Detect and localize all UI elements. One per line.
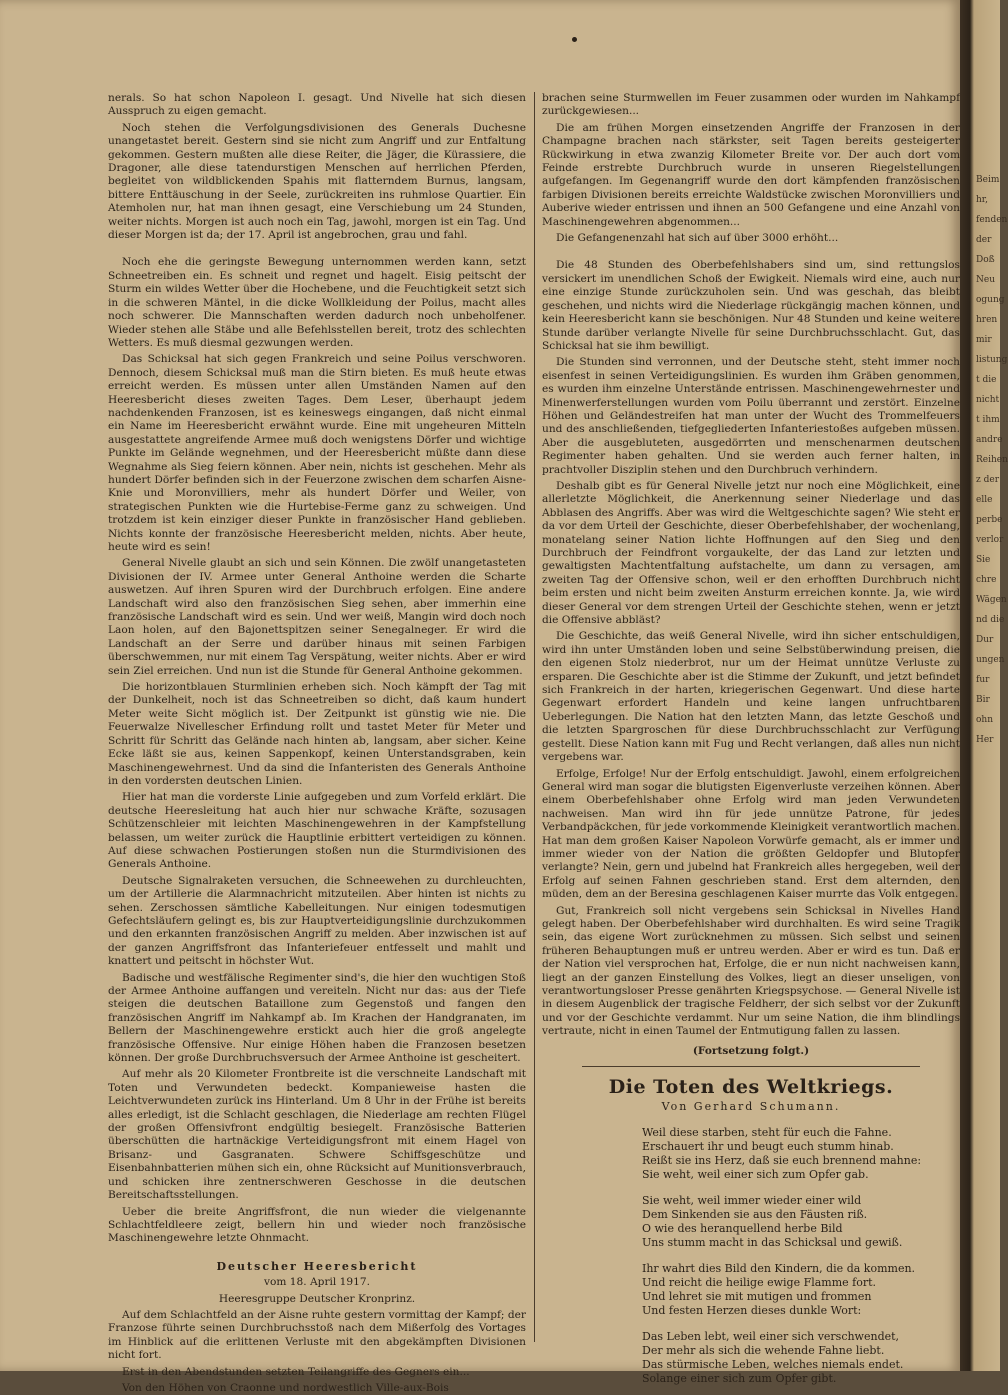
right-paragraphs-a bbox=[542, 92, 960, 245]
poem-line: Das stürmische Leben, welches niemals endet. bbox=[642, 1357, 904, 1371]
report-paragraphs bbox=[108, 1309, 526, 1395]
left-paragraphs-b bbox=[108, 256, 526, 1245]
right-paragraphs-b bbox=[542, 259, 960, 1038]
adjacent-page-text: Beim hr, fenden der Doß Neu ogung hren mir listung t die nicht t ihm andre Reihen z der elle perbe verlor Sie chre Wägen nd die Dur ungen fur Bir ohn Her bbox=[976, 175, 1008, 745]
article-paragraph: Die am frühen Morgen einsetzenden Angriffe der Franzosen in der Champagne brachen nach stärkster, seit Tagen bereits gesteigerter Rückwirkung in etwa zwanzig Kilometer Breite vor. Der auch dort vom Feinde erstrebte Durchbruch wurde in unseren Riegelstellungen aufgefangen. Im Gegenangriff wurde den dort kämpfenden französischen farbigen Divisionen bereits erreichte Waldstücke zwischen Moronvilliers und Auberive wieder entrissen und ihnen an 500 Gefangene und eine Anzahl von Maschinengewehren abgenommen... bbox=[542, 121, 960, 228]
poem-line: Dem Sinkenden sie aus den Fäusten riß. bbox=[642, 1207, 868, 1221]
poem-line: Der mehr als sich die wehende Fahne liebt. bbox=[642, 1343, 885, 1357]
poem-line: Sie weht, weil immer wieder einer wild bbox=[642, 1193, 862, 1207]
poem-stanza bbox=[642, 1262, 960, 1318]
page-dot-mark bbox=[572, 37, 577, 42]
poem-line: Uns stumm macht in das Schicksal und gewiß. bbox=[642, 1235, 903, 1249]
poem-stanza bbox=[642, 1330, 960, 1386]
poem-line: Solange einer sich zum Opfer gibt. bbox=[642, 1371, 837, 1385]
article-paragraph: Auf mehr als 20 Kilometer Frontbreite ist die verschneite Landschaft mit Toten und Verwundeten bedeckt. Kompanieweise hasten die Leichtverwundeten zurück ins Hinterland. Um 8 Uhr in der Frühe ist bereits alles erledigt, ist die Schlacht geschlagen, die Niederlage am rechten Flügel der großen Offensivfront endgültig besiegelt. Französische Batterien überschütten die hartnäckige Verteidigungsfront mit einem Hagel von Brisanz- und Gasgranaten. Schwere Schiffsgeschütze und Eisenbahnbatterien mühen sich ein, ohne Rücksicht auf Munitionsverbrauch, und schicken ihre zentnerschweren Geschosse in die deutschen Bereitschaftsstellungen. bbox=[108, 1068, 526, 1202]
poem-stanza bbox=[642, 1194, 960, 1250]
article-paragraph: Die Stunden sind verronnen, und der Deutsche steht, steht immer noch eisenfest in seinen Verteidigungslinien. Es wurden ihm Gräben genommen, es wurden ihm einzelne Unterstände entrissen. Maschinengewehrnester und Minenwerferstellungen wurden vom Poilu überrannt und zerstört. Einzelne Höhen und Geländestreifen hat man unter der Wucht des Trommelfeuers und des anschließenden, tiefgegliederten Infanteriestoßes aufgeben müssen. Aber die ausgebluteten, ausgedörrten und menschenarmen deutschen Regimenter haben gehalten. Und sie werden auch ferner halten, in prachtvoller Disziplin stehen und den Durchbruch verhindern. bbox=[542, 356, 960, 476]
article-paragraph: Die 48 Stunden des Oberbefehlshabers sind um, sind rettungslos versickert im unendlichen Schoß der Ewigkeit. Niemals wird eine, auch nur eine einzige Stunde zurückzuholen sein. Und was geschah, das bleibt geschehen, und nichts wird die Niederlage rückgängig machen können, und kein Heeresbericht kann sie beschönigen. Nur 48 Stunden und keine weitere Stunde darüber verlangte Nivelle für seine Durchbruchsschlacht. Gut, das Schicksal hat sie ihm bewilligt. bbox=[542, 259, 960, 352]
article-paragraph: Deutsche Signalraketen versuchen, die Schneewehen zu durchleuchten, um der Artillerie die Alarmnachricht mitzuteilen. Aber hinten ist nichts zu sehen. Zerschossen sämtliche Kabelleitungen. Nur einigen todesmutigen Gefechtsläufern gelingt es, bis zur Hauptverteidigungslinie durchzukommen und den erkannten französischen Angriff zu melden. Aber inzwischen ist auf der ganzen Angriffsfront das Infanteriefeuer entfesselt und mahlt und knattert und peitscht in höchster Wut. bbox=[108, 874, 526, 968]
report-date: vom 18. April 1917. bbox=[264, 1276, 370, 1289]
poem-line: O wie des heranquellend herbe Bild bbox=[642, 1221, 843, 1235]
article-paragraph: nerals. So hat schon Napoleon I. gesagt. Und Nivelle hat sich diesen Ausspruch zu eigen gemacht. bbox=[108, 92, 526, 118]
article-paragraph: General Nivelle glaubt an sich und sein Können. Die zwölf unangetasteten Divisionen der IV. Armee unter General Anthoine werden die Scharte auswetzen. Auf ihren Spuren wird der Durchbruch erfolgen. Eine andere Landschaft wird also den französischen Sieg sehen, aber immerhin eine französische Landschaft wird es sein. Und wer weiß, Mangin wird doch noch Laon holen, auf den Bajonettspitzen seiner Senegalneger. Er wird die Landschaft an der Serre und darüber hinaus mit seinen Farbigen überschwemmen, nur mit einem Tag Verspätung, weiter nichts. Aber er wird sein Ziel erreichen. Und nun ist die Stunde für General Anthoine gekommen. bbox=[108, 557, 526, 677]
article-paragraph: Erst in den Abendstunden setzten Teilangriffe des Gegners ein... bbox=[122, 1365, 470, 1378]
article-paragraph: Badische und westfälische Regimenter sind's, die hier den wuchtigen Stoß der Armee Anthoine auffangen und vereiteln. Nicht nur das: aus der Tiefe steigen die deutschen Bataillone zum Gegenstoß und fangen den französischen Angriff im Nahkampf ab. Im Krachen der Handgranaten, im Bellern der Maschinengewehre erstickt auch hier die groß angelegte französische Offensive. Nur einige Höhen haben die Franzosen besetzen können. Der große Durchbruchsversuch der Armee Anthoine ist gescheitert. bbox=[108, 971, 526, 1065]
left-paragraphs-a bbox=[108, 92, 526, 242]
article-paragraph: Von den Höhen von Craonne und nordwestlich Ville-aux-Bois bbox=[122, 1381, 449, 1394]
poem-title: Die Toten des Weltkriegs. bbox=[608, 1076, 894, 1099]
article-paragraph: Auf dem Schlachtfeld an der Aisne ruhte gestern vormittag der Kampf; der Franzose führte seinen Durchbruchsstoß nach dem Mißerfolg des Vortages im Hinblick auf die erlittenen Verluste mit den abgekämpften Divisionen nicht fort. bbox=[108, 1308, 526, 1362]
left-column bbox=[108, 92, 526, 1394]
article-paragraph: Deshalb gibt es für General Nivelle jetzt nur noch eine Möglichkeit, eine allerletzte Möglichkeit, die Anerkennung seiner Niederlage und das Abblasen des Angriffs. Aber was wird die Weltgeschichte sagen? Wie steht er da vor dem Urteil der Geschichte, dieser Oberbefehlshaber, der wochenlang, monatelang seiner Nation lichte Hoffnungen auf den Sieg und den Durchbruch der Feindfront vorgaukelte, der das Land zur letzten und gewaltigsten Machtentfaltung aufstachelte, um dann zu versagen, am zweiten Tag der Offensive schon, weil er den erhofften Durchbruch nicht beim ersten und nicht beim zweiten Ansturm erreichen konnte. Ja, wie wird dieser General vor dem strengen Urteil der Geschichte stehen, wenn er jetzt die Offensive abbläst? bbox=[542, 479, 960, 627]
poem-author: Von Gerhard Schumann. bbox=[661, 1100, 841, 1114]
adjacent-page-edge bbox=[960, 0, 1008, 1371]
article-paragraph: Gut, Frankreich soll nicht vergebens sein Schicksal in Nivelles Hand gelegt haben. Der Oberbefehlshaber wird durchhalten. Es wird seine Tragik sein, das eigene Wort zurücknehmen zu müssen. Sich selbst und seinen früheren Behauptungen muß er untreu werden. Aber er wird es tun. Daß er der Nation viel versprochen hat, Erfolge, die er nun nicht nachweisen kann, liegt an der ganzen Einstellung des Volkes, liegt an dieser unseligen, von verantwortungsloser Presse genährten Kriegspsychose. — General Nivelle ist in diesem Augenblick der tragische Feldherr, der sich selbst vor der Zukunft und vor der Geschichte verdammt. Nur um seine Nation, die ihm blindlings vertraute, nicht in einen Taumel der Entmutigung fallen zu lassen. bbox=[542, 904, 960, 1038]
right-column bbox=[542, 92, 960, 1385]
report-heading: Deutscher Heeresbericht bbox=[216, 1259, 418, 1273]
article-paragraph: Hier hat man die vorderste Linie aufgegeben und zum Vorfeld erklärt. Die deutsche Heeresleitung hat auch hier nur schwache Kräfte, sozusagen Schützenschleier mit leichten Maschinengewehren in der Kampfstellung belassen, um weiter zurück die Hauptlinie erbittert verteidigen zu können. Auf diese schwachen Postierungen stoßen nun die Sturmdivisionen des Generals Anthoine. bbox=[108, 791, 526, 871]
poem-line: Und reicht die heilige ewige Flamme fort. bbox=[642, 1275, 877, 1289]
poem-line: Erschauert ihr und beugt euch stumm hinab. bbox=[642, 1139, 894, 1153]
article-paragraph: Ueber die breite Angriffsfront, die nun wieder die vielgenannte Schlachtfeldleere zeigt, bellern hin und wieder noch französische Maschinengewehre letzte Ohnmacht. bbox=[108, 1205, 526, 1245]
article-paragraph: brachen seine Sturmwellen im Feuer zusammen oder wurden im Nahkampf zurückgewiesen... bbox=[542, 92, 960, 118]
poem-stanza bbox=[642, 1126, 960, 1182]
poem-line: Weil diese starben, steht für euch die Fahne. bbox=[642, 1125, 892, 1139]
column-divider bbox=[534, 92, 535, 1342]
poem-line: Das Leben lebt, weil einer sich verschwendet, bbox=[642, 1329, 900, 1343]
poem-line: Sie weht, weil einer sich zum Opfer gab. bbox=[642, 1167, 869, 1181]
article-paragraph: Noch ehe die geringste Bewegung unternommen werden kann, setzt Schneetreiben ein. Es schneit und regnet und hagelt. Eisig peitscht der Sturm ein wildes Wetter über die Hochebene, und die Feuchtigkeit setzt sich in die schweren Mäntel, in die dicke Wollkleidung der Poilus, macht alles noch schwerer. Die Mannschaften werden dadurch noch unbeholfener. Wieder stehen alle Stäbe und alle Befehlsstellen bereit, trotz des schlechten Wetters. Es muß diesmal gezwungen werden. bbox=[108, 256, 526, 349]
poem-line: Reißt sie ins Herz, daß sie euch brennend mahne: bbox=[642, 1153, 922, 1167]
article-paragraph: Die horizontblauen Sturmlinien erheben sich. Noch kämpft der Tag mit der Dunkelheit, noch ist das Schneetreiben so dicht, daß kaum hundert Meter weite Sicht möglich ist. Der Zeitpunkt ist günstig wie nie. Die Feuerwalze Nivellescher Erfindung rollt und tastet Meter für Meter und Schritt für Schritt das Gelände nach hinten ab, langsam, aber sicher. Keine Ecke läßt sie aus, keinen Sappenkopf, keinen Unterstandsgraben, kein Maschinengewehrnest. Und da sind die Infanteristen des Generals Anthoine in den vordersten deutschen Linien. bbox=[108, 681, 526, 787]
divider-line bbox=[582, 1066, 920, 1067]
article-paragraph: Die Geschichte, das weiß General Nivelle, wird ihn sicher entschuldigen, wird ihn unter Umständen loben und seine Selbstüberwindung preisen, die den eigenen Stolz niederbrot, nur um der Heimat unnütze Verluste zu ersparen. Die Geschichte aber ist die Stimme der Zukunft, und jetzt befindet sich Frankreich in der harten, kriegerischen Gegenwart. Und diese harte Gegenwart erfordert Handeln und keine langen unfruchtbaren Ueberlegungen. Die Nation hat den letzten Mann, das letzte Geschoß und die letzten Spargroschen für diese Durchbruchsschlacht zur Verfügung gestellt. Diese Nation kann mit Fug und Recht verlangen, daß alles nun nicht vergebens war. bbox=[542, 630, 960, 764]
article-paragraph: Das Schicksal hat sich gegen Frankreich und seine Poilus verschworen. Dennoch, diesem Schicksal muß man die Stirn bieten. Es muß heute etwas erreicht werden. Es müssen unter allen Umständen Namen auf den Heeresbericht dieses zweiten Tages. Dem Leser, überhaupt jedem nachdenkenden Franzosen, ist es keineswegs eingangen, daß nicht einmal ein Name im Heeresbericht erwähnt wurde. Eine mit ungeheuren Mitteln ausgestattete angreifende Armee muß doch wenigstens Dörfer und wichtige Punkte im Gelände wegnehmen, und der Heeresbericht müßte dann diese Wegnahme als Sieg feiern können. Aber nein, nichts ist geschehen. Mehr als hundert Dörfer befinden sich in der Feuerzone zwischen dem scharfen Aisne-Knie und Moronvilliers, mehr als hundert Dörfer und Weiler, von strategischen Punkten wie die Hurtebise-Ferme ganz zu schweigen. Und trotzdem ist kein einziger dieser Punkte in französischer Hand geblieben. Nichts konnte der französische Heeresbericht melden, nichts. Aber heute, heute wird es sein! bbox=[108, 353, 526, 553]
poem-line: Ihr wahrt dies Bild den Kindern, die da kommen. bbox=[642, 1261, 916, 1275]
report-group: Heeresgruppe Deutscher Kronprinz. bbox=[218, 1292, 416, 1305]
article-paragraph: Die Gefangenenzahl hat sich auf über 3000 erhöht... bbox=[556, 232, 839, 245]
continuation-note: (Fortsetzung folgt.) bbox=[692, 1044, 810, 1057]
article-paragraph: Noch stehen die Verfolgungsdivisionen des Generals Duchesne unangetastet bereit. Gestern sind sie nicht zum Angriff und zur Entfaltung gekommen. Gestern mußten alle diese Reiter, die Jäger, die Kürassiere, die Dragoner, alle diese tatendurstigen Menschen auf herrlichen Pferden, begleitet von wildblickenden Spahis mit flatterndem Burnus, langsam, bittere Enttäuschung in der Seele, zurückreiten ins ruhmlose Quartier. Ein Atemholen nur, hat man ihnen gesagt, eine Verschiebung um 24 Stunden, weiter nichts. Morgen ist auch noch ein Tag, jawohl, morgen ist ein Tag. Und dieser Morgen ist da; der 17. April ist angebrochen, grau und fahl. bbox=[108, 121, 526, 242]
poem-line: Und lehret sie mit mutigen und frommen bbox=[642, 1289, 872, 1303]
article-paragraph: Erfolge, Erfolge! Nur der Erfolg entschuldigt. Jawohl, einem erfolgreichen General wird man sogar die blutigsten Eigenverluste verzeihen können. Aber einem Oberbefehlshaber ohne Erfolg wird man jeden Verwundeten nachweisen. Man wird ihn für jede unnütze Patrone, für jedes Verbandpäckchen, für jede vorkommende Kleinigkeit verantwortlich machen. Hat man dem großen Kaiser Napoleon Vorwürfe gemacht, als er immer und immer wieder von der Nation die größten Geldopfer und Blutopfer verlangte? Nein, gern und jubelnd hat Frankreich alles hergegeben, weil der Erfolg auf seinen Fahnen geschrieben stand. Erst dem alternden, den müden, dem an der Beresina geschlagenen Kaiser murrte das Volk entgegen. bbox=[542, 767, 960, 901]
poem-line: Und festen Herzen dieses dunkle Wort: bbox=[642, 1303, 862, 1317]
